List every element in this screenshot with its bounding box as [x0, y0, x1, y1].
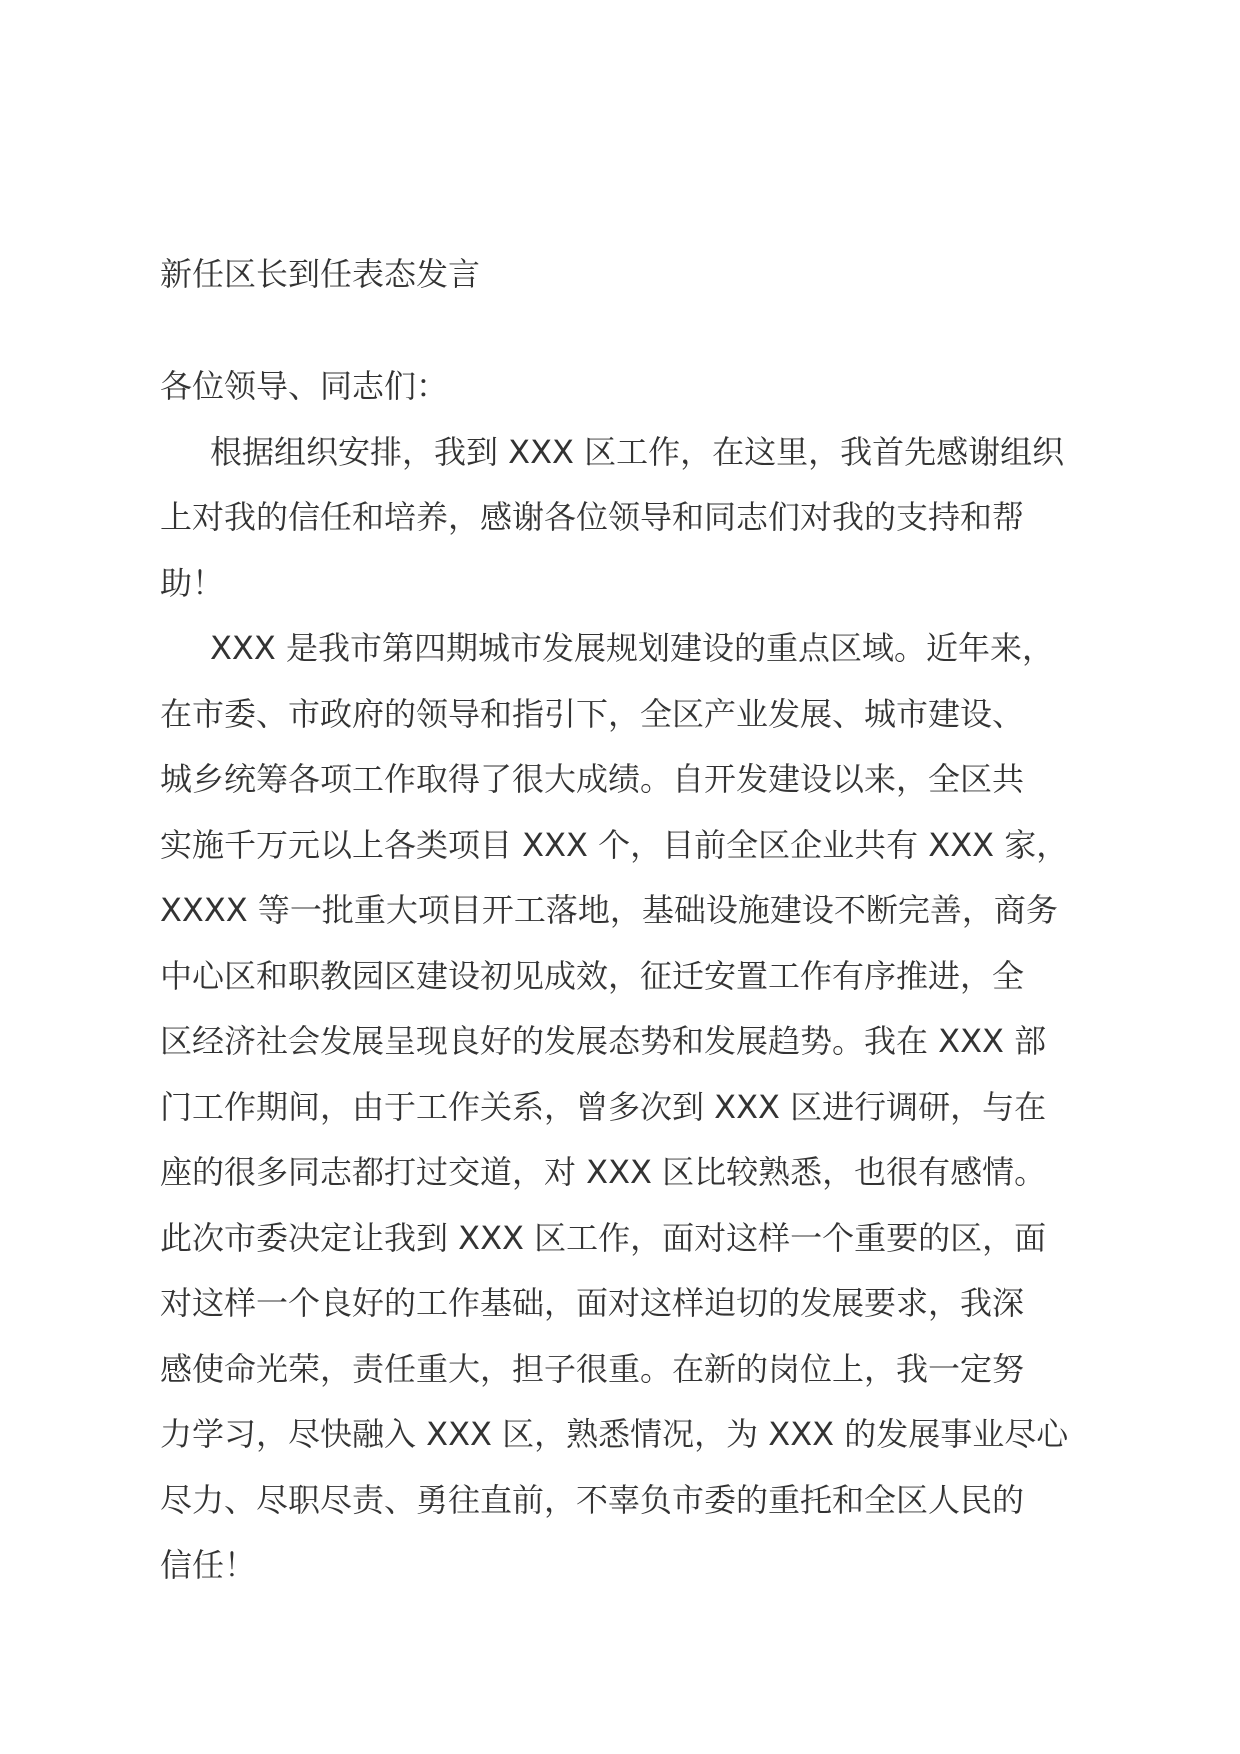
document-body: [160, 354, 1120, 1664]
paragraph-2-line: 尽力、尽职尽责、勇往直前，不辜负市委的重托和全区人民的: [160, 1480, 1025, 1519]
paragraph-2-line: 在市委、市政府的领导和指引下，全区产业发展、城市建设、: [160, 694, 1025, 733]
paragraph-2-line: 对这样一个良好的工作基础，面对这样迫切的发展要求，我深: [160, 1284, 1025, 1322]
paragraph-2-line: XXX 是我市第四期城市发展规划建设的重点区域。近年来，: [210, 629, 1054, 667]
paragraph-2-line: 力学习，尽快融入 XXX 区，熟悉情况，为 XXX 的发展事业尽心: [160, 1415, 1069, 1453]
salutation: 各位领导、同志们：: [160, 367, 449, 405]
paragraph-1-line: 根据组织安排，我到 XXX 区工作，在这里，我首先感谢组织: [210, 432, 1065, 471]
document-title: 新任区长到任表态发言: [160, 255, 481, 293]
paragraph-2-line: 信任！: [160, 1546, 257, 1584]
paragraph-2-line: [160, 1599, 1120, 1665]
paragraph-2-line: XXXX 等一批重大项目开工落地，基础设施建设不断完善，商务: [160, 891, 1058, 929]
paragraph-2-line: 城乡统筹各项工作取得了很大成绩。自开发建设以来，全区共: [160, 760, 1025, 798]
paragraph-2-line: 感使命光荣，责任重大，担子很重。在新的岗位上，我一定努: [160, 1349, 1025, 1388]
paragraph-1-line: 上对我的信任和培养，感谢各位领导和同志们对我的支持和帮: [160, 498, 1025, 536]
paragraph-2-line: 座的很多同志都打过交道，对 XXX 区比较熟悉，也很有感情。: [160, 1153, 1047, 1191]
paragraph-2-line: 门工作期间，由于工作关系，曾多次到 XXX 区进行调研，与在: [160, 1087, 1047, 1126]
paragraph-2-line: 此次市委决定让我到 XXX 区工作，面对这样一个重要的区，面: [160, 1218, 1047, 1257]
paragraph-2-line: 中心区和职教园区建设初见成效，征迁安置工作有序推进，全: [160, 956, 1025, 995]
paragraph-2-line: 实施千万元以上各类项目 XXX 个，目前全区企业共有 XXX 家，: [160, 825, 1069, 864]
paragraph-1-line: 助！: [160, 563, 225, 602]
paragraph-2-line: 区经济社会发展呈现良好的发展态势和发展趋势。我在 XXX 部: [160, 1022, 1047, 1060]
